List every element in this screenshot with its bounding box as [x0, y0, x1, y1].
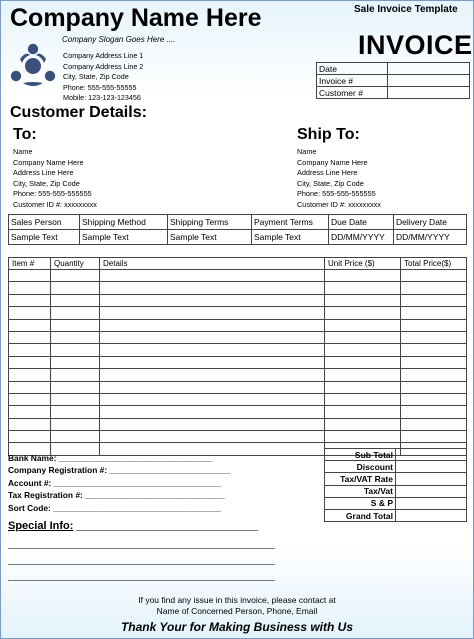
table-cell[interactable]: [325, 282, 401, 294]
table-cell[interactable]: [9, 418, 51, 430]
table-cell[interactable]: [9, 294, 51, 306]
totals-label-tax-rate: Tax/VAT Rate: [325, 473, 396, 485]
shipping-value-terms[interactable]: Sample Text: [168, 230, 252, 245]
table-cell[interactable]: [325, 307, 401, 319]
shipping-table: [8, 214, 467, 245]
special-info-line-3[interactable]: _______________________________________________________: [8, 555, 276, 565]
totals-label-grand-total: Grand Total: [325, 509, 396, 521]
table-cell[interactable]: [9, 369, 51, 381]
table-cell[interactable]: [100, 418, 325, 430]
company-phone: Phone: 555-555-55555: [63, 82, 137, 92]
company-logo-icon: [6, 43, 60, 89]
company-address-line-2: Company Address Line 2: [63, 61, 144, 71]
totals-row-s-and-p: [325, 497, 467, 509]
shipping-header-sales-person: Sales Person: [9, 215, 80, 230]
table-row: [9, 294, 467, 306]
table-cell[interactable]: [9, 331, 51, 343]
table-cell[interactable]: [51, 319, 100, 331]
table-cell[interactable]: [401, 393, 467, 405]
company-slogan: Company Slogan Goes Here ....: [62, 35, 176, 44]
shipping-value-row: [9, 230, 467, 245]
table-cell[interactable]: [51, 406, 100, 418]
totals-value-tax[interactable]: [396, 485, 467, 497]
meta-label-customer: Customer #: [317, 87, 388, 99]
table-cell[interactable]: [325, 344, 401, 356]
table-cell[interactable]: [325, 369, 401, 381]
table-cell[interactable]: [100, 393, 325, 405]
table-cell[interactable]: [9, 270, 51, 282]
shipping-value-delivery-date[interactable]: DD/MM/YYYY: [394, 230, 467, 245]
table-cell[interactable]: [51, 307, 100, 319]
shipping-header-terms: Shipping Terms: [168, 215, 252, 230]
table-cell[interactable]: [9, 319, 51, 331]
bill-to-company: Company Name Here: [13, 157, 84, 167]
meta-value-date[interactable]: [388, 63, 470, 75]
invoice-meta-table: [316, 62, 470, 99]
table-cell[interactable]: [9, 344, 51, 356]
table-cell[interactable]: [325, 418, 401, 430]
thank-you-message: Thank Your for Making Business with Us: [120, 620, 354, 634]
company-mobile: Mobile: 123-123-123456: [63, 93, 141, 102]
totals-value-discount[interactable]: [396, 461, 467, 473]
meta-label-invoice: Invoice #: [317, 75, 388, 87]
meta-label-date: Date: [317, 63, 388, 75]
account-number-field[interactable]: Account #: ____________________________________: [8, 477, 222, 488]
line-items-table: [8, 257, 467, 456]
table-cell[interactable]: [401, 356, 467, 368]
table-cell[interactable]: [100, 356, 325, 368]
table-cell[interactable]: [51, 344, 100, 356]
table-cell[interactable]: [325, 406, 401, 418]
meta-row-customer: [317, 87, 470, 99]
table-row: [9, 319, 467, 331]
table-row: [9, 406, 467, 418]
table-cell[interactable]: [325, 319, 401, 331]
table-cell[interactable]: [100, 406, 325, 418]
special-info-line-1[interactable]: _______________________________________: [76, 521, 259, 531]
table-row: [9, 418, 467, 430]
customer-details-heading: Customer Details:: [10, 104, 147, 121]
bill-to-city: City, State, Zip Code: [13, 178, 80, 188]
table-cell[interactable]: [401, 344, 467, 356]
table-row: [9, 431, 467, 443]
table-cell[interactable]: [51, 294, 100, 306]
meta-value-invoice[interactable]: [388, 75, 470, 87]
table-cell[interactable]: [401, 369, 467, 381]
table-row: [9, 270, 467, 282]
totals-row-discount: [325, 461, 467, 473]
table-row: [9, 369, 467, 381]
shipping-value-due-date[interactable]: DD/MM/YYYY: [329, 230, 394, 245]
tax-registration-field[interactable]: Tax Registration #: ______________________________: [8, 490, 225, 501]
table-cell[interactable]: [401, 282, 467, 294]
totals-label-tax: Tax/Vat: [325, 485, 396, 497]
totals-label-subtotal: Sub Total: [325, 449, 396, 461]
table-cell[interactable]: [325, 270, 401, 282]
table-row: [9, 307, 467, 319]
meta-row-date: [317, 63, 470, 75]
totals-row-grand-total: [325, 509, 467, 521]
table-cell[interactable]: [51, 270, 100, 282]
table-cell[interactable]: [100, 331, 325, 343]
table-row: [9, 356, 467, 368]
table-cell[interactable]: [325, 381, 401, 393]
shipping-header-row: [9, 215, 467, 230]
special-info-line-4[interactable]: _______________________________________________________: [8, 571, 276, 581]
totals-label-s-and-p: S & P: [325, 497, 396, 509]
table-row: [9, 381, 467, 393]
ship-to-address: Address Line Here: [297, 168, 358, 178]
table-row: [9, 393, 467, 405]
totals-row-tax: [325, 485, 467, 497]
ship-to-phone: Phone: 555-555-555555: [297, 189, 376, 199]
table-cell[interactable]: [100, 270, 325, 282]
company-city-state-zip: City, State, Zip Code: [63, 72, 129, 81]
table-row: [9, 331, 467, 343]
items-header-row: [9, 258, 467, 270]
table-cell[interactable]: [100, 294, 325, 306]
company-registration-field[interactable]: Company Registration #: __________________________: [8, 465, 231, 476]
shipping-value-method[interactable]: Sample Text: [80, 230, 168, 245]
totals-value-grand-total[interactable]: [396, 509, 467, 521]
shipping-header-payment-terms: Payment Terms: [252, 215, 329, 230]
table-cell[interactable]: [401, 307, 467, 319]
table-cell[interactable]: [100, 431, 325, 443]
totals-row-tax-rate: [325, 473, 467, 485]
bill-to-phone: Phone: 555-555-555555: [13, 189, 92, 199]
bill-to-name: Name: [13, 147, 33, 156]
table-cell[interactable]: [51, 356, 100, 368]
table-cell[interactable]: [401, 319, 467, 331]
ship-to-company: Company Name Here: [297, 157, 368, 167]
table-cell[interactable]: [100, 319, 325, 331]
ship-to-customer-id: Customer ID #: xxxxxxxxx: [297, 199, 381, 209]
sort-code-field[interactable]: Sort Code: ____________________________________: [8, 502, 221, 513]
bill-to-heading: To:: [13, 126, 37, 143]
items-body: [9, 270, 467, 456]
table-cell[interactable]: [100, 307, 325, 319]
shipping-header-due-date: Due Date: [329, 215, 394, 230]
totals-value-subtotal[interactable]: [396, 449, 467, 461]
table-cell[interactable]: [325, 331, 401, 343]
shipping-value-sales-person[interactable]: Sample Text: [9, 230, 80, 245]
totals-table: [324, 448, 467, 522]
totals-value-s-and-p[interactable]: [396, 497, 467, 509]
table-cell[interactable]: [51, 431, 100, 443]
contact-line-2: Name of Concerned Person, Phone, Email: [156, 606, 318, 616]
totals-row-subtotal: [325, 449, 467, 461]
company-address-line-1: Company Address Line 1: [63, 51, 144, 60]
table-cell[interactable]: [51, 282, 100, 294]
bill-to-address: Address Line Here: [13, 168, 74, 178]
table-cell[interactable]: [401, 331, 467, 343]
shipping-header-method: Shipping Method: [80, 215, 168, 230]
bank-name-field[interactable]: Bank Name: _________________________________: [8, 453, 213, 463]
table-cell[interactable]: [325, 356, 401, 368]
table-cell[interactable]: [9, 356, 51, 368]
table-row: [9, 344, 467, 356]
table-cell[interactable]: [401, 294, 467, 306]
table-cell[interactable]: [325, 431, 401, 443]
table-cell[interactable]: [401, 270, 467, 282]
table-cell[interactable]: [100, 381, 325, 393]
table-row: [9, 282, 467, 294]
shipping-header-delivery-date: Delivery Date: [394, 215, 467, 230]
special-info: [8, 520, 258, 532]
items-header-total-price: Total Price($): [401, 258, 467, 270]
bill-to-block: [13, 147, 97, 211]
table-cell[interactable]: [401, 418, 467, 430]
table-cell[interactable]: [401, 431, 467, 443]
items-header-item: Item #: [9, 258, 51, 270]
table-cell[interactable]: [401, 381, 467, 393]
table-cell[interactable]: [9, 282, 51, 294]
shipping-value-payment-terms[interactable]: Sample Text: [252, 230, 329, 245]
table-cell[interactable]: [9, 381, 51, 393]
table-cell[interactable]: [51, 418, 100, 430]
table-cell[interactable]: [51, 393, 100, 405]
company-name: Company Name Here: [10, 4, 262, 32]
ship-to-block: [297, 147, 381, 211]
template-title: Sale Invoice Template: [354, 4, 458, 15]
table-cell[interactable]: [9, 307, 51, 319]
items-header-quantity: Quantity: [51, 258, 100, 270]
items-header-details: Details: [100, 258, 325, 270]
table-cell[interactable]: [51, 381, 100, 393]
table-cell[interactable]: [100, 369, 325, 381]
contact-line-1: If you find any issue in this invoice, please contact at: [138, 595, 336, 605]
table-cell[interactable]: [325, 393, 401, 405]
table-cell[interactable]: [401, 406, 467, 418]
table-cell[interactable]: [51, 369, 100, 381]
table-cell[interactable]: [9, 393, 51, 405]
totals-label-discount: Discount: [325, 461, 396, 473]
table-cell[interactable]: [100, 344, 325, 356]
ship-to-city: City, State, Zip Code: [297, 178, 364, 188]
meta-row-invoice: [317, 75, 470, 87]
ship-to-name: Name: [297, 147, 317, 156]
bill-to-customer-id: Customer ID #: xxxxxxxxx: [13, 199, 97, 209]
invoice-title: INVOICE: [358, 30, 473, 60]
table-cell[interactable]: [51, 331, 100, 343]
table-cell[interactable]: [325, 294, 401, 306]
items-header-unit-price: Unit Price ($): [325, 258, 401, 270]
table-cell[interactable]: [9, 431, 51, 443]
table-cell[interactable]: [9, 406, 51, 418]
table-cell[interactable]: [100, 282, 325, 294]
meta-value-customer[interactable]: [388, 87, 470, 99]
totals-value-tax-rate[interactable]: [396, 473, 467, 485]
bank-details-block: [8, 452, 231, 514]
ship-to-heading: Ship To:: [297, 126, 360, 143]
special-info-line-2[interactable]: _______________________________________________________: [8, 539, 276, 549]
special-info-label: Special Info:: [8, 520, 74, 532]
